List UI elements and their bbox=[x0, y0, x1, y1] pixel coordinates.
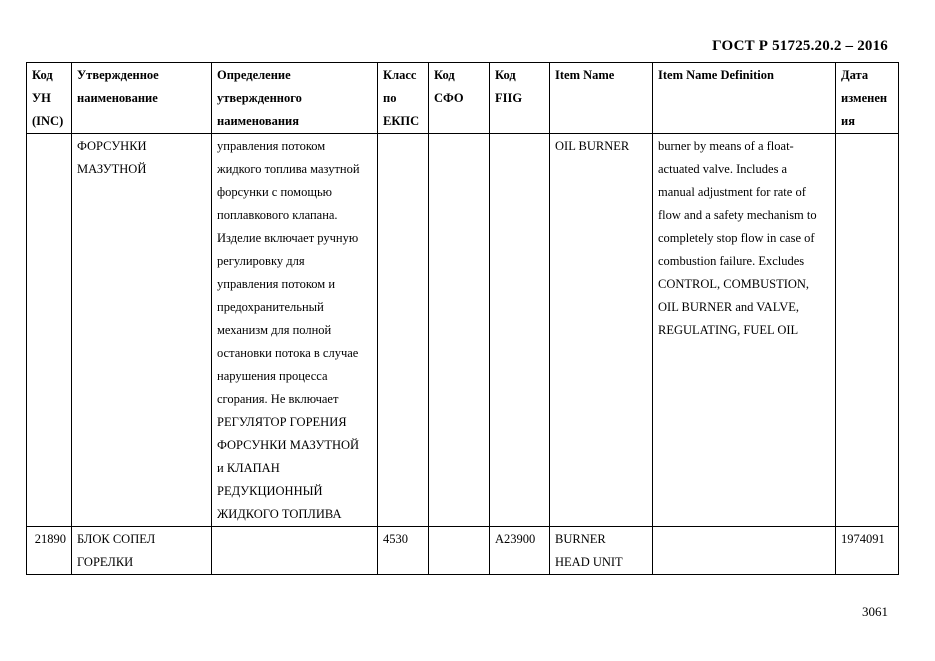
cell-name-definition bbox=[212, 527, 378, 575]
cell-item-name-definition bbox=[653, 527, 836, 575]
cell-sfo-code bbox=[429, 527, 490, 575]
column-header-change-date: Дата изменен ия bbox=[836, 63, 899, 134]
cell-change-date: 1974091 bbox=[836, 527, 899, 575]
cell-sfo-code bbox=[429, 134, 490, 527]
column-header-fiig-code: Код FIIG bbox=[490, 63, 550, 134]
column-header-approved-name: Утвержденное наименование bbox=[72, 63, 212, 134]
page-number: 3061 bbox=[862, 604, 888, 619]
cell-fiig-code bbox=[490, 134, 550, 527]
table-row bbox=[27, 134, 899, 527]
cell-inc-code bbox=[27, 134, 72, 527]
column-header-ekps-class: Класс по ЕКПС bbox=[378, 63, 429, 134]
cell-approved-name: БЛОК СОПЕЛ ГОРЕЛКИ bbox=[72, 527, 212, 575]
column-header-inc-code: Код УН (INC) bbox=[27, 63, 72, 134]
cell-name-definition: управления потоком жидкого топлива мазутной форсунки с помощью поплавкового клапана. Изделие включает ручную регулировку для управления потоком и предохранительный механизм для полной остановки потока в случае нарушения процесса сгорания. Не включает РЕГУЛЯТОР ГОРЕНИЯ ФОРСУНКИ МАЗУТНОЙ и КЛАПАН РЕДУКЦИОННЫЙ ЖИДКОГО ТОПЛИВА bbox=[212, 134, 378, 527]
cell-change-date bbox=[836, 134, 899, 527]
document-code-header: ГОСТ Р 51725.20.2 – 2016 bbox=[712, 38, 888, 54]
table-row bbox=[27, 527, 899, 575]
cell-ekps-class: 4530 bbox=[378, 527, 429, 575]
cell-fiig-code: A23900 bbox=[490, 527, 550, 575]
cell-item-name-definition: burner by means of a float- actuated valve. Includes a manual adjustment for rate of flow and a safety mechanism to completely stop flow in case of combustion failure. Excludes CONTROL, COMBUSTION, OIL BURNER and VALVE, REGULATING, FUEL OIL bbox=[653, 134, 836, 527]
column-header-sfo-code: Код СФО bbox=[429, 63, 490, 134]
cell-ekps-class bbox=[378, 134, 429, 527]
column-header-name-definition: Определение утвержденного наименования bbox=[212, 63, 378, 134]
cell-item-name: BURNER HEAD UNIT bbox=[550, 527, 653, 575]
column-header-item-name-definition: Item Name Definition bbox=[653, 63, 836, 134]
nomenclature-table bbox=[26, 62, 899, 575]
cell-inc-code: 21890 bbox=[27, 527, 72, 575]
cell-approved-name: ФОРСУНКИ МАЗУТНОЙ bbox=[72, 134, 212, 527]
cell-item-name: OIL BURNER bbox=[550, 134, 653, 527]
table-header-row bbox=[27, 63, 899, 134]
column-header-item-name: Item Name bbox=[550, 63, 653, 134]
